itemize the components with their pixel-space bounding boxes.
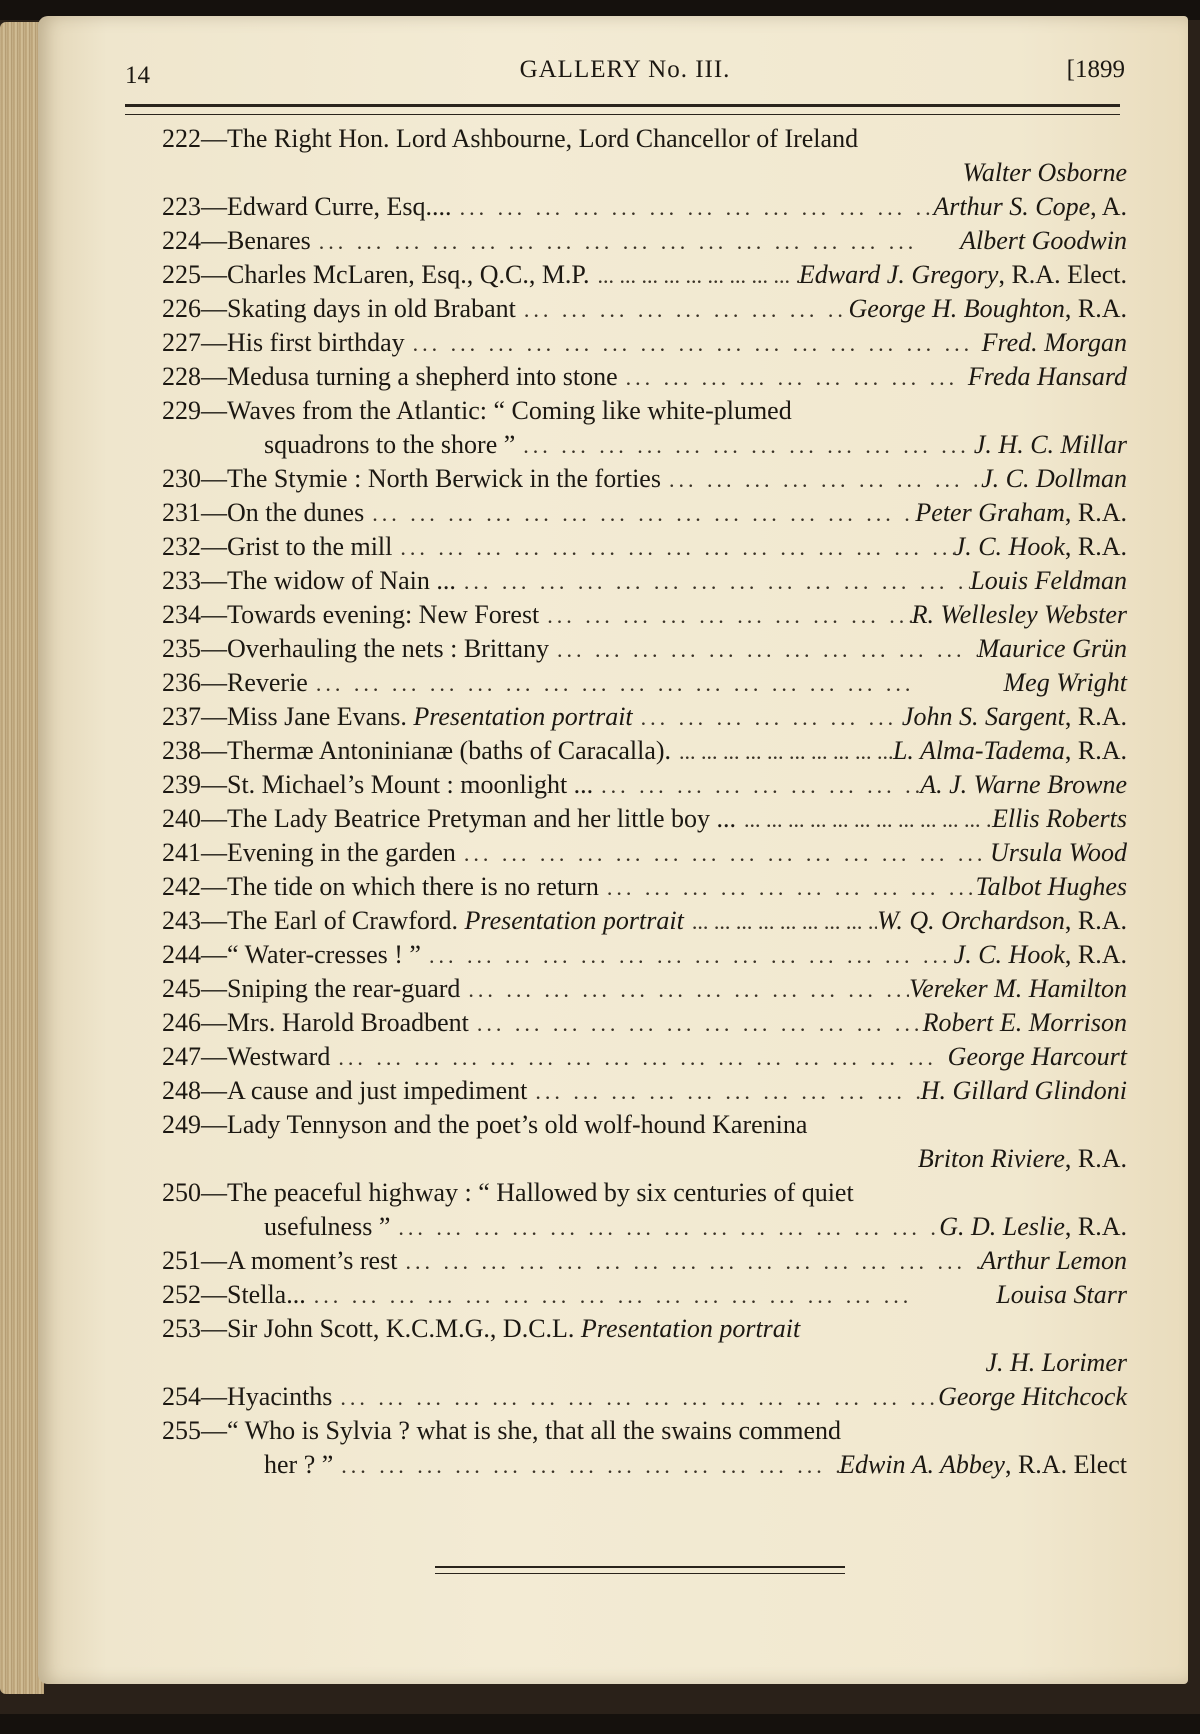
entry-number: 243	[162, 906, 201, 935]
catalogue-entry: 238—Thermæ Antoninianæ (baths of Caracalla). ... L. Alma-Tadema, R.A.	[162, 734, 1127, 768]
catalogue-entry: 245—Sniping the rear-guard ... Vereker M. Hamilton	[162, 972, 1127, 1006]
entry-title: Waves from the Atlantic: “ Coming like white-plumed	[227, 396, 792, 425]
leader-dots	[306, 1279, 997, 1313]
entry-title: Hyacinths	[227, 1382, 333, 1411]
leader-dots	[333, 1449, 839, 1483]
catalogue-entry: 253—Sir John Scott, K.C.M.G., D.C.L. Presentation portrait J. H. Lorimer	[162, 1314, 1127, 1377]
leader-dots	[633, 701, 902, 735]
leader-dots	[332, 1381, 938, 1415]
entry-artist: Arthur Lemon	[980, 1246, 1127, 1275]
entry-title: “ Water-cresses ! ”	[227, 940, 421, 969]
entry-title: Towards evening: New Forest	[227, 600, 540, 629]
catalogue-entry: 236—Reverie ... Meg Wright	[162, 666, 1127, 700]
leader-dots	[456, 837, 990, 871]
entry-title-continued: her ? ”	[264, 1450, 334, 1479]
entry-number: 239	[162, 770, 201, 799]
entry-artist: John S. Sargent	[901, 702, 1065, 731]
leader-dots	[516, 293, 849, 327]
entry-title: Benares	[227, 226, 311, 255]
entry-honour: , R.A. Elect	[1004, 1450, 1127, 1479]
entry-artist: Ellis Roberts	[991, 804, 1127, 833]
catalogue-entry: 229—Waves from the Atlantic: “ Coming like white-plumed squadrons to the shore ” ... J. H. C. Millar	[162, 394, 1127, 462]
entry-title: “ Who is Sylvia ? what is she, that all the swains commend	[227, 1416, 842, 1445]
catalogue-entry: 249—Lady Tennyson and the poet’s old wolf-hound Karenina Briton Riviere, R.A.	[162, 1110, 1127, 1173]
entry-artist: Louis Feldman	[970, 566, 1127, 595]
entry-number: 226	[162, 294, 201, 323]
entry-title: Charles McLaren, Esq., Q.C., M.P.	[227, 260, 590, 289]
catalogue-entry: 223—Edward Curre, Esq.... ... Arthur S. Cope, A.	[162, 190, 1127, 224]
entry-artist: Talbot Hughes	[975, 872, 1127, 901]
catalogue-entry: 241—Evening in the garden ... Ursula Wood	[162, 836, 1127, 870]
entry-artist: R. Wellesley Webster	[911, 600, 1127, 629]
entry-honour: , R.A.	[1064, 294, 1127, 323]
entry-title: Evening in the garden	[227, 838, 456, 867]
entry-artist: Walter Osborne	[962, 158, 1127, 187]
entry-artist: Meg Wright	[1003, 668, 1127, 697]
entry-artist: Vereker M. Hamilton	[909, 974, 1127, 1003]
catalogue-entry: 228—Medusa turning a shepherd into stone ... Freda Hansard	[162, 360, 1127, 394]
entry-honour: , A.	[1090, 192, 1127, 221]
leader-dots	[661, 463, 981, 497]
entry-title: The Earl of Crawford.	[227, 906, 459, 935]
entry-artist: Albert Goodwin	[960, 226, 1127, 255]
catalogue-entry: 237—Miss Jane Evans. Presentation portrait ... John S. Sargent, R.A.	[162, 700, 1127, 734]
entry-number: 247	[162, 1042, 201, 1071]
entry-artist: J. C. Dollman	[981, 464, 1127, 493]
catalogue-entry: 224—Benares ... Albert Goodwin	[162, 224, 1127, 258]
entry-artist: H. Gillard Glindoni	[920, 1076, 1127, 1105]
entry-title: On the dunes	[227, 498, 365, 527]
entry-number: 227	[162, 328, 201, 357]
catalogue-entry: 246—Mrs. Harold Broadbent ... Robert E. Morrison	[162, 1006, 1127, 1040]
catalogue-entry: 242—The tide on which there is no return ... Talbot Hughes	[162, 870, 1127, 904]
catalogue-entry: 233—The widow of Nain ... ... Louis Feldman	[162, 564, 1127, 598]
leader-dots	[392, 531, 953, 565]
entry-honour: , R.A.	[1064, 906, 1127, 935]
entry-title: Miss Jane Evans.	[227, 702, 407, 731]
entry-title: The Right Hon. Lord Ashbourne, Lord Chancellor of Ireland	[227, 124, 859, 153]
entry-artist: Maurice Grün	[977, 634, 1127, 663]
catalogue-entry: 255—“ Who is Sylvia ? what is she, that all the swains commend her ? ” ... Edwin A. Abbey, R.A. Elect	[162, 1414, 1127, 1482]
entry-title: Thermæ Antoninianæ (baths of Caracalla).	[227, 736, 672, 765]
leader-dots	[452, 191, 934, 225]
entry-artist: Edwin A. Abbey	[839, 1450, 1005, 1479]
entry-number: 223	[162, 192, 201, 221]
entry-number: 229	[162, 396, 201, 425]
entry-artist: Ursula Wood	[989, 838, 1127, 867]
leader-dots	[460, 973, 909, 1007]
catalogue-entry: 230—The Stymie : North Berwick in the forties ... J. C. Dollman	[162, 462, 1127, 496]
leader-dots	[390, 1211, 939, 1245]
entry-artist: Fred. Morgan	[981, 328, 1127, 357]
leader-dots	[456, 565, 970, 599]
entry-number: 232	[162, 532, 201, 561]
entry-number: 254	[162, 1382, 201, 1411]
entry-title: The Stymie : North Berwick in the forties	[227, 464, 661, 493]
entry-title: Edward Curre, Esq....	[227, 192, 452, 221]
entry-title: Reverie	[227, 668, 308, 697]
entry-title: The widow of Nain ...	[227, 566, 456, 595]
leader-dots	[599, 871, 976, 905]
entry-artist: J. H. Lorimer	[985, 1348, 1127, 1377]
catalogue-entry: 251—A moment’s rest ... Arthur Lemon	[162, 1244, 1127, 1278]
entry-title: Lady Tennyson and the poet’s old wolf-hound Karenina	[227, 1110, 808, 1139]
entry-number: 231	[162, 498, 201, 527]
entry-number: 230	[162, 464, 201, 493]
entry-title: Sniping the rear-guard	[227, 974, 461, 1003]
entry-title: A cause and just impediment	[227, 1076, 528, 1105]
catalogue-entry: 244—“ Water-cresses ! ” ... J. C. Hook, R.A.	[162, 938, 1127, 972]
entry-title: Skating days in old Brabant	[227, 294, 516, 323]
entry-artist: George H. Boughton	[848, 294, 1065, 323]
entry-number: 236	[162, 668, 201, 697]
entry-artist: A. J. Warne Browne	[920, 770, 1127, 799]
entry-title: Mrs. Harold Broadbent	[227, 1008, 469, 1037]
leader-dots	[364, 497, 915, 531]
entry-artist: J. C. Hook	[953, 940, 1065, 969]
entry-note: Presentation portrait	[413, 702, 633, 731]
entry-artist: J. C. Hook	[953, 532, 1065, 561]
entry-title: Sir John Scott, K.C.M.G., D.C.L.	[227, 1314, 575, 1343]
leader-dots	[527, 1075, 920, 1109]
leader-dots	[397, 1245, 980, 1279]
entry-title: Stella...	[227, 1280, 306, 1309]
entry-artist: L. Alma-Tadema	[892, 736, 1065, 765]
catalogue-entry: 243—The Earl of Crawford. Presentation portrait ... W. Q. Orchardson, R.A.	[162, 904, 1127, 938]
catalogue-entry: 226—Skating days in old Brabant ... George H. Boughton, R.A.	[162, 292, 1127, 326]
entry-note: Presentation portrait	[580, 1314, 801, 1343]
year-label: [1899	[1066, 56, 1125, 83]
catalogue-entry: 250—The peaceful highway : “ Hallowed by six centuries of quiet usefulness ” ... G. D. Leslie, R.A.	[162, 1176, 1127, 1244]
entry-title-continued: squadrons to the shore ”	[264, 430, 516, 459]
entry-number: 253	[162, 1314, 201, 1343]
catalogue-entry: 247—Westward ... George Harcourt	[162, 1040, 1127, 1074]
entry-honour: , R.A.	[1064, 702, 1127, 731]
entry-number: 248	[162, 1076, 201, 1105]
catalogue-entry: 231—On the dunes ... Peter Graham, R.A.	[162, 496, 1127, 530]
catalogue-entry: 225—Charles McLaren, Esq., Q.C., M.P. ... Edward J. Gregory, R.A. Elect.	[162, 258, 1127, 292]
entry-artist: George Harcourt	[947, 1042, 1127, 1071]
entry-honour: , R.A.	[1064, 940, 1127, 969]
entry-number: 242	[162, 872, 201, 901]
entry-number: 222	[162, 124, 201, 153]
catalogue-entry: 252—Stella... ... Louisa Starr	[162, 1278, 1127, 1312]
entry-number: 228	[162, 362, 201, 391]
entry-note: Presentation portrait	[464, 906, 684, 935]
entry-number: 246	[162, 1008, 201, 1037]
entry-title: The Lady Beatrice Pretyman and her little boy ...	[227, 804, 736, 833]
entry-honour: , R.A.	[1064, 736, 1127, 765]
leader-dots	[469, 1007, 923, 1041]
entry-title: The peaceful highway : “ Hallowed by six centuries of quiet	[227, 1178, 854, 1207]
entry-title-continued: usefulness ”	[264, 1212, 391, 1241]
entry-artist: Peter Graham	[915, 498, 1065, 527]
catalogue-entry: 248—A cause and just impediment ... H. Gillard Glindoni	[162, 1074, 1127, 1108]
leader-dots	[618, 361, 968, 395]
entry-artist: W. Q. Orchardson	[877, 906, 1065, 935]
entry-number: 235	[162, 634, 201, 663]
leader-dots	[549, 633, 977, 667]
entry-honour: , R.A. Elect.	[998, 260, 1127, 289]
catalogue-entry: 254—Hyacinths ... George Hitchcock	[162, 1380, 1127, 1414]
catalogue-entry: 240—The Lady Beatrice Pretyman and her little boy ... ... Ellis Roberts	[162, 802, 1127, 836]
catalogue-entries	[162, 122, 1127, 1482]
entry-number: 250	[162, 1178, 201, 1207]
closing-rule	[435, 1566, 845, 1574]
catalogue-entry: 234—Towards evening: New Forest ... R. Wellesley Webster	[162, 598, 1127, 632]
entry-title: Westward	[227, 1042, 331, 1071]
entry-number: 234	[162, 600, 201, 629]
leader-dots	[515, 429, 974, 463]
entry-number: 224	[162, 226, 201, 255]
entry-number: 240	[162, 804, 201, 833]
entry-artist: G. D. Leslie	[939, 1212, 1065, 1241]
entry-title: The tide on which there is no return	[227, 872, 599, 901]
page-header	[125, 56, 1125, 96]
entry-artist: Briton Riviere	[917, 1144, 1065, 1173]
entry-title: St. Michael’s Mount : moonlight ...	[227, 770, 594, 799]
entry-number: 238	[162, 736, 201, 765]
entry-number: 244	[162, 940, 201, 969]
leader-dots	[330, 1041, 947, 1075]
entry-number: 252	[162, 1280, 201, 1309]
catalogue-entry: 227—His first birthday ... Fred. Morgan	[162, 326, 1127, 360]
gallery-title: GALLERY No. III.	[519, 56, 731, 83]
entry-number: 241	[162, 838, 201, 867]
entry-number: 225	[162, 260, 201, 289]
entry-title: Grist to the mill	[227, 532, 393, 561]
entry-number: 249	[162, 1110, 201, 1139]
entry-honour: , R.A.	[1064, 1212, 1127, 1241]
entry-artist: Arthur S. Cope	[933, 192, 1091, 221]
entry-artist: J. H. C. Millar	[973, 430, 1127, 459]
entry-artist: Robert E. Morrison	[922, 1008, 1127, 1037]
entry-title: His first birthday	[227, 328, 405, 357]
catalogue-entry: 232—Grist to the mill ... J. C. Hook, R.A.	[162, 530, 1127, 564]
leader-dots	[311, 225, 960, 259]
leader-dots	[308, 667, 1004, 701]
entry-honour: , R.A.	[1064, 532, 1127, 561]
catalogue-entry: 222—The Right Hon. Lord Ashbourne, Lord Chancellor of Ireland Walter Osborne	[162, 124, 1127, 187]
entry-honour: , R.A.	[1064, 498, 1127, 527]
entry-number: 255	[162, 1416, 201, 1445]
leader-dots	[421, 939, 954, 973]
catalogue-entry: 235—Overhauling the nets : Brittany ... Maurice Grün	[162, 632, 1127, 666]
entry-title: A moment’s rest	[227, 1246, 398, 1275]
entry-title: Overhauling the nets : Brittany	[227, 634, 550, 663]
leader-dots	[405, 327, 982, 361]
entry-number: 233	[162, 566, 201, 595]
entry-honour: , R.A.	[1064, 1144, 1127, 1173]
entry-artist: Louisa Starr	[996, 1280, 1127, 1309]
leader-dots	[593, 769, 920, 803]
entry-number: 251	[162, 1246, 201, 1275]
entry-title: Medusa turning a shepherd into stone	[227, 362, 618, 391]
header-rule	[125, 104, 1120, 115]
catalogue-entry: 239—St. Michael’s Mount : moonlight ... ... A. J. Warne Browne	[162, 768, 1127, 802]
entry-number: 237	[162, 702, 201, 731]
entry-artist: George Hitchcock	[938, 1382, 1127, 1411]
leader-dots	[539, 599, 911, 633]
entry-artist: Freda Hansard	[967, 362, 1127, 391]
page-number: 14	[125, 62, 150, 89]
entry-artist: Edward J. Gregory	[798, 260, 999, 289]
entry-number: 245	[162, 974, 201, 1003]
